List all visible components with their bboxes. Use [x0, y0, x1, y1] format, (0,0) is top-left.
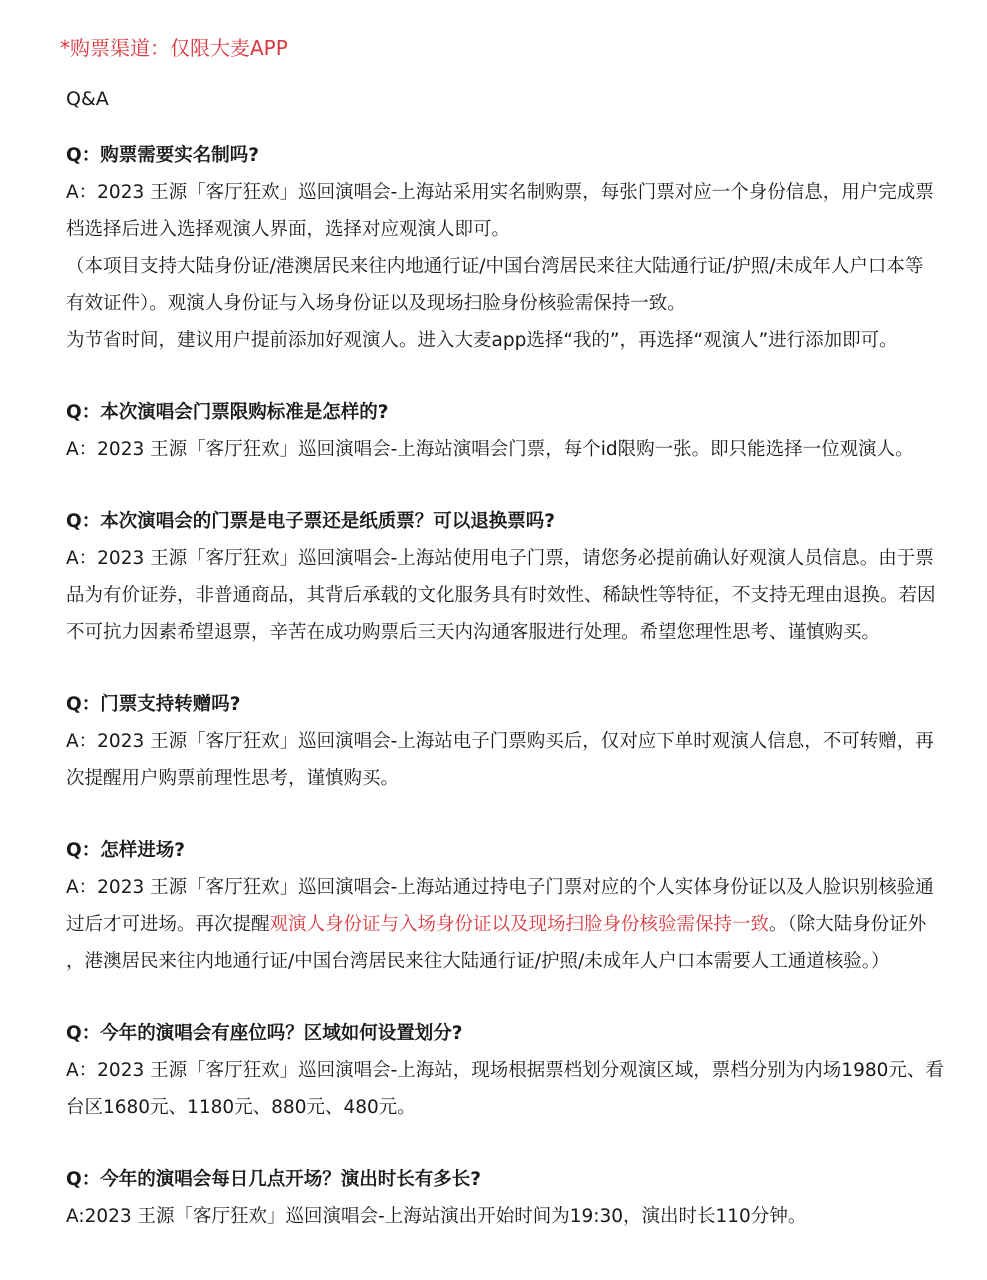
highlighted-warning: 观演人身份证与入场身份证以及现场扫脸身份核验需保持一致 [269, 914, 770, 935]
question: Q：本次演唱会门票限购标准是怎样的? [66, 402, 389, 423]
answer-line [66, 906, 966, 943]
qa-item-transfer [66, 687, 966, 797]
qa-item-entry [66, 833, 966, 980]
answer-line: A：2023 王源「客厅狂欢」巡回演唱会-上海站使用电子门票，请您务必提前确认好观演人员信息。由于票 [66, 548, 934, 569]
answer-line: 为节省时间，建议用户提前添加好观演人。进入大麦app选择“我的”，再选择“观演人”进行添加即可。 [66, 330, 898, 351]
answer-line: 品为有价证券，非普通商品，其背后承载的文化服务具有时效性、稀缺性等特征，不支持无理由退换。若因 [66, 585, 936, 606]
qa-item-ticket-type [66, 504, 966, 651]
answer-line: 档选择后进入选择观演人界面，选择对应观演人即可。 [66, 219, 511, 240]
answer-line: A：2023 王源「客厅狂欢」巡回演唱会-上海站演唱会门票，每个id限购一张。即只能选择一位观演人。 [66, 439, 914, 460]
question: Q：购票需要实名制吗? [66, 145, 259, 166]
qa-list [66, 138, 966, 1271]
answer-line: A：2023 王源「客厅狂欢」巡回演唱会-上海站电子门票购买后，仅对应下单时观演人信息，不可转赠，再 [66, 731, 934, 752]
answer-line: 次提醒用户购票前理性思考，谨慎购买。 [66, 768, 400, 789]
answer-line: 有效证件）。观演人身份证与入场身份证以及现场扫脸身份核验需保持一致。 [66, 293, 686, 314]
purchase-channel-notice: *购票渠道：仅限大麦APP [60, 36, 288, 60]
qa-item-showtime [66, 1162, 966, 1235]
qa-item-purchase-limit [66, 395, 966, 468]
qa-heading: Q&A [66, 88, 109, 110]
qa-item-real-name [66, 138, 966, 359]
answer-line: A：2023 王源「客厅狂欢」巡回演唱会-上海站通过持电子门票对应的个人实体身份证以及人脸识别核验通 [66, 877, 934, 898]
question: Q：今年的演唱会每日几点开场？演出时长有多长? [66, 1169, 481, 1190]
question: Q：怎样进场? [66, 840, 185, 861]
question: Q：本次演唱会的门票是电子票还是纸质票？可以退换票吗? [66, 511, 555, 532]
answer-line: A：2023 王源「客厅狂欢」巡回演唱会-上海站采用实名制购票，每张门票对应一个身份信息，用户完成票 [66, 182, 934, 203]
answer-line: 台区1680元、1180元、880元、480元。 [66, 1097, 416, 1118]
answer-text: 过后才可进场。再次提醒 [66, 914, 270, 935]
question: Q：门票支持转赠吗? [66, 694, 241, 715]
answer-line: 不可抗力因素希望退票，辛苦在成功购票后三天内沟通客服进行处理。希望您理性思考、谨慎购买。 [66, 622, 881, 643]
answer-line: A：2023 王源「客厅狂欢」巡回演唱会-上海站，现场根据票档划分观演区域，票档分别为内场1980元、看 [66, 1060, 944, 1081]
answer-line: A:2023 王源「客厅狂欢」巡回演唱会-上海站演出开始时间为19:30，演出时长110分钟。 [66, 1206, 807, 1227]
answer-line: ，港澳居民来往内地通行证/中国台湾居民来往大陆通行证/护照/未成年人户口本需要人工通道核验。） [66, 951, 890, 972]
answer-line: （本项目支持大陆身份证/港澳居民来往内地通行证/中国台湾居民来往大陆通行证/护照/未成年人户口本等 [66, 256, 924, 277]
answer-text: 。（除大陆身份证外 [769, 914, 927, 935]
question: Q：今年的演唱会有座位吗？区域如何设置划分? [66, 1023, 463, 1044]
qa-item-seating [66, 1016, 966, 1126]
